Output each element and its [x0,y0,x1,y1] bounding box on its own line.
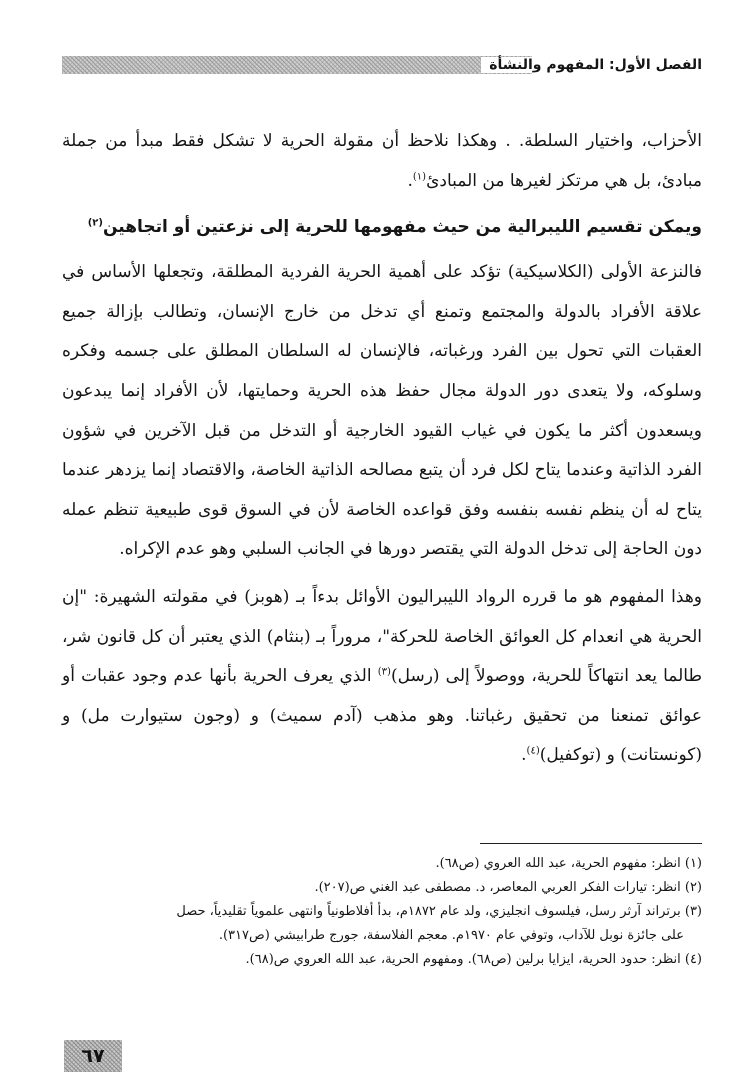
paragraph-end: . [521,745,527,766]
chapter-title: الفصل الأول: المفهوم والنشأة [481,57,702,73]
running-header [62,52,702,78]
paragraph-line: جملة مبادئ، بل هي مرتكز لغيرها من المبادئ [62,131,702,191]
footnote: (٢) انظر: تيارات الفكر العربي المعاصر، د. مصطفى عبد الغني ص(٢٠٧). [314,880,702,895]
footnote: (٣) برتراند آرثر رسل، فيلسوف انجليزي، ولد عام ١٨٧٢م، بدأ أفلاطونياً وانتهى علموياً تقليدياً، حصل [176,904,702,919]
footnote-continuation: على جائزة نوبل للآداب، وتوفي عام ١٩٧٠م. معجم الفلاسفة، جورج طرابيشي (ص٣١٧). [218,928,684,943]
paragraph-pioneers [62,578,702,776]
page-number: ٦٧ [81,1045,105,1067]
page-number-box [64,1040,122,1072]
footnote-ref[interactable]: (٣) [377,666,391,678]
footnote-divider [480,843,702,844]
paragraph-classical: فالنزعة الأولى (الكلاسيكية) تؤكد على أهمية الحرية الفردية المطلقة، وتجعلها الأساس في علاقة الأفراد بالدولة والمجتمع وتمنع أي تدخل من خارج الإنسان، وتطالب بإزالة جميع العقبات التي تحول بين الفرد ورغباته، فالإنسان له السلطان المطلق على جسمه وفكره وسلوكه، ولا يتعدى دور الدولة مجال حفظ هذه الحرية وحمايتها، لأن الأفراد إنما يبدعون ويسعدون أكثر ما يكون في غياب القيود الخارجية أو التدخل من قبل الآخرين في شؤون الفرد الذاتية وعندما يتاح لكل فرد أن يتبع مصالحه الذاتية الخاصة، والاقتصاد إنما يزدهر عندما يتاح له أن ينظم نفسه بنفسه وفق قواعده الخاصة لأن في السوق قوى طبيعية تنظم عمله دون الحاجة إلى تدخل الدولة التي يقتصر دورها في الجانب السلبي وهو عدم الإكراه. [62,262,702,560]
footnote-ref[interactable]: (١) [412,170,427,182]
section-heading-text: ويمكن تقسيم الليبرالية من حيث مفهومها للحرية إلى نزعتين أو اتجاهين [102,217,702,238]
footnote: (١) انظر: مفهوم الحرية، عبد الله العروي (ص٦٨). [435,856,702,871]
section-heading [62,211,702,243]
main-text [62,122,702,776]
footnotes [62,852,702,972]
header-pattern-band [62,56,532,74]
paragraph-end: . [407,170,413,191]
paragraph-text: الذي يعرف الحرية بأنها عدم وجود عقبات أو عوائق تمنعنا من تحقيق رغباتنا. وهو مذهب (آدم سميث) و (وجون ستيوارت مل) و (كونستانت) و (توكفيل) [62,666,702,766]
footnote-ref[interactable]: (٢) [87,217,103,229]
paragraph-intro [62,122,702,201]
footnote-ref[interactable]: (٤) [526,745,540,757]
footnote: (٤) انظر: حدود الحرية، ايزايا برلين (ص٦٨). ومفهوم الحرية، عبد الله العروي ص(٦٨). [245,952,702,967]
paragraph-text: وهذا المفهوم هو ما قرره الرواد الليبراليون الأوائل بدءاً بـ (هوبز) في مقولته الشهيرة: "إن الحرية هي انعدام كل العوائق الخاصة للحركة"، مروراً بـ (بنثام) الذي يعتبر أن كل قانون شر، طالما يعد انتهاكاً للحرية، ووصولاً إلى (رسل) [62,586,702,687]
paragraph-line: الأحزاب، واختيار السلطة. . وهكذا نلاحظ أن مقولة الحرية لا تشكل فقط مبدأ من [105,131,702,151]
